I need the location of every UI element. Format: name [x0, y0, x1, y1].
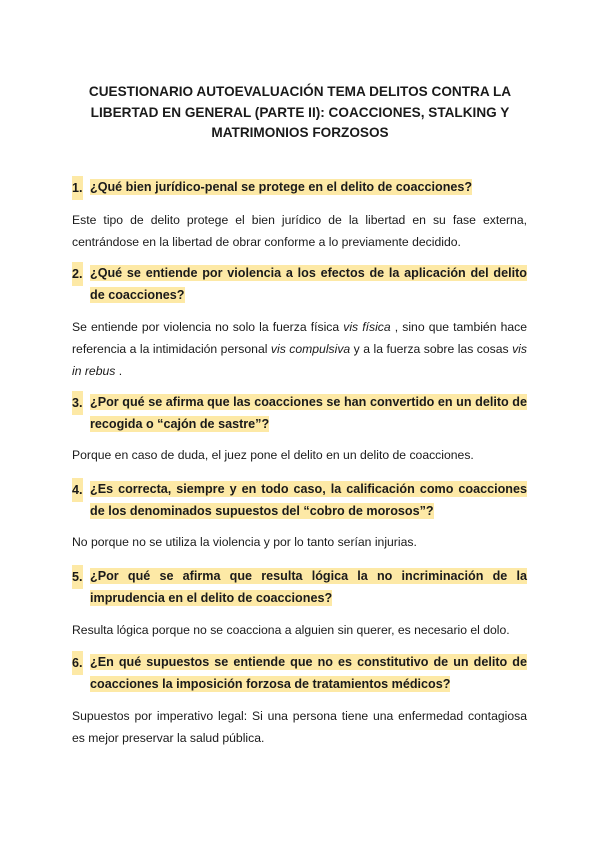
answer-text: y a la fuerza sobre las cosas — [350, 342, 513, 356]
answer-text: . — [115, 364, 123, 378]
answer-italic: vis in rebus — [72, 342, 527, 378]
question-text: ¿Por qué se afirma que las coacciones se han convertido en un delito de recogida o “cajón de sastre”? — [90, 395, 527, 431]
question-number: 4. — [72, 478, 83, 502]
question-5 — [72, 565, 527, 609]
question-text: ¿En qué supuestos se entiende que no es constitutivo de un delito de coacciones la imposición forzosa de tratamientos médicos? — [90, 655, 527, 691]
question-number: 1. — [72, 176, 83, 200]
question-3 — [72, 391, 527, 435]
question-6 — [72, 651, 527, 695]
question-number: 3. — [72, 391, 83, 415]
answer-italic: vis física — [343, 320, 391, 334]
title-line: MATRIMONIOS FORZOSOS — [211, 125, 389, 140]
answer-text: Se entiende por violencia no solo la fuerza física — [72, 320, 344, 334]
question-4 — [72, 478, 527, 522]
answer-3: Porque en caso de duda, el juez pone el delito en un delito de coacciones. — [72, 448, 474, 462]
document-title — [60, 82, 540, 144]
title-line: LIBERTAD EN GENERAL (PARTE II): COACCIONES, STALKING Y — [90, 104, 510, 120]
answer-5: Resulta lógica porque no se coacciona a alguien sin querer, es necesario el dolo. — [72, 623, 510, 637]
question-text: ¿Por qué se afirma que resulta lógica la no incriminación de la imprudencia en el delito de coacciones? — [90, 569, 527, 605]
question-text: ¿Qué se entiende por violencia a los efectos de la aplicación del delito de coacciones? — [90, 266, 527, 302]
question-number: 6. — [72, 651, 83, 675]
question-number: 2. — [72, 262, 83, 286]
answer-italic: vis compulsiva — [270, 342, 351, 356]
answer-1: Este tipo de delito protege el bien jurídico de la libertad en su fase externa, centrándose en la libertad de obrar conforme a lo previamente decidido. — [72, 213, 527, 249]
answer-text: , sino que también hace referencia a la intimidación personal — [72, 320, 528, 356]
question-1 — [72, 176, 527, 198]
question-number: 5. — [72, 565, 83, 589]
answer-6: Supuestos por imperativo legal: Si una persona tiene una enfermedad contagiosa es mejor preservar la salud pública. — [72, 709, 527, 745]
answer-2 — [72, 316, 527, 382]
question-2 — [72, 262, 527, 306]
question-text: ¿Qué bien jurídico-penal se protege en el delito de coacciones? — [90, 180, 473, 194]
title-line: CUESTIONARIO AUTOEVALUACIÓN TEMA DELITOS CONTRA LA — [88, 84, 512, 99]
question-text: ¿Es correcta, siempre y en todo caso, la calificación como coacciones de los denominados supuestos del “cobro de morosos”? — [90, 482, 527, 518]
answer-4: No porque no se utiliza la violencia y por lo tanto serían injurias. — [72, 535, 417, 549]
